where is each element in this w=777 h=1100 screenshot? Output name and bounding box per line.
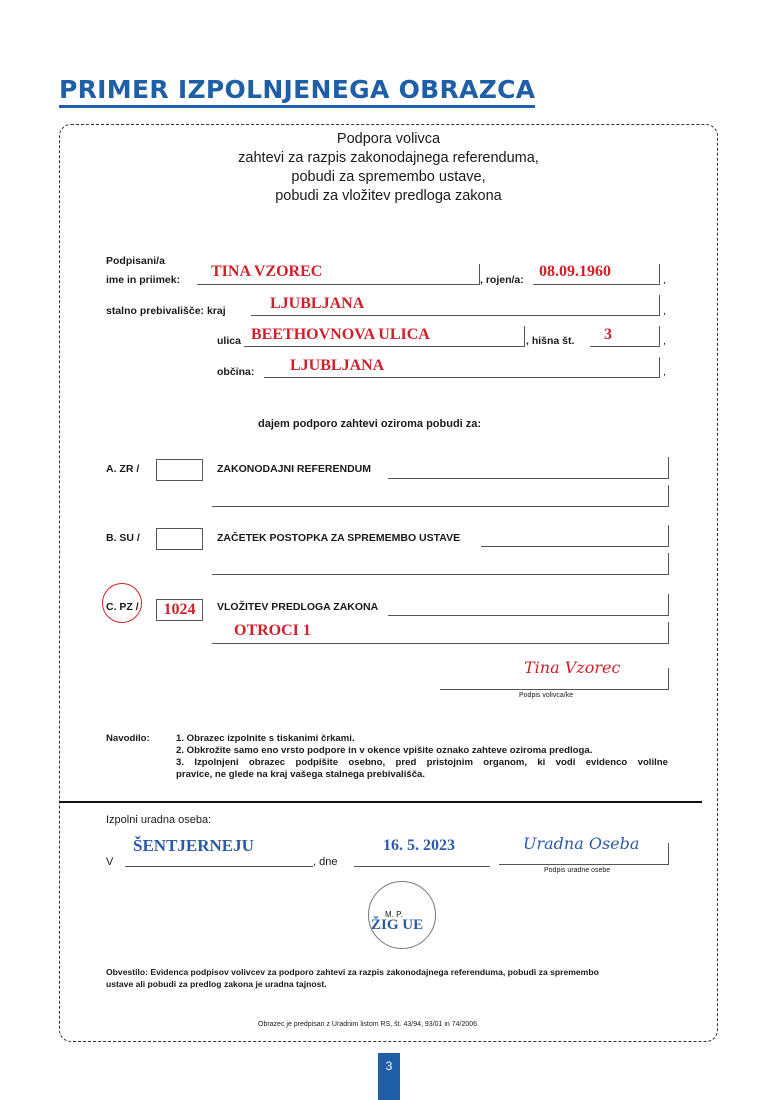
field-tick: [668, 553, 669, 575]
option-a-line-2: [212, 506, 669, 507]
date-value[interactable]: 16. 5. 2023: [383, 837, 455, 854]
field-tick: [668, 668, 669, 690]
page-title: PRIMER IZPOLNJENEGA OBRAZCA: [59, 75, 535, 108]
comma: ,: [663, 335, 666, 347]
field-tick: [668, 457, 669, 479]
stamp-value: ŽIG UE: [371, 917, 424, 933]
option-a-label: ZAKONODAJNI REFERENDUM: [217, 463, 372, 475]
municipality-label: občina:: [217, 366, 255, 378]
official-signature-line: [499, 864, 669, 865]
option-c-line-2: [212, 643, 669, 644]
form-heading: [0, 130, 777, 206]
field-tick: [659, 264, 660, 285]
field-tick: [524, 326, 525, 347]
option-b-label: ZAČETEK POSTOPKA ZA SPREMEMBO USTAVE: [217, 532, 461, 544]
notice-line-1: Obvestilo: Evidenca podpisov volivcev za podporo zahtevi za razpis zakonodajnega referenduma, pobudi za spremembo: [106, 967, 599, 977]
form-heading-line: pobudi za vložitev predloga zakona: [275, 188, 502, 204]
municipality-value[interactable]: LJUBLJANA: [290, 357, 385, 374]
official-signature: Uradna Oseba: [523, 834, 640, 853]
date-underline: [354, 866, 490, 867]
comma: ,: [663, 366, 666, 378]
name-label: ime in priimek:: [106, 274, 181, 286]
option-c-line: [388, 615, 669, 616]
option-c-box[interactable]: [156, 599, 203, 621]
place-underline: [125, 866, 313, 867]
option-b-line: [481, 546, 669, 547]
city-value[interactable]: LJUBLJANA: [270, 295, 365, 312]
field-tick: [659, 326, 660, 347]
option-b-line-2: [212, 574, 669, 575]
form-heading-line: zahtevi za razpis zakonodajnega referenduma,: [238, 150, 539, 166]
option-c-box-value: 1024: [163, 601, 196, 618]
house-no-value[interactable]: 3: [604, 326, 612, 343]
page-number: 3: [378, 1053, 400, 1100]
house-no-label: , hišna št.: [526, 335, 575, 347]
option-a-code: A. ZR /: [106, 463, 140, 475]
instruction-2: 2. Obkrožite samo eno vrsto podpore in v okence vpišite oznako zahteve oziroma predloga.: [176, 745, 593, 756]
field-tick: [659, 357, 660, 378]
house-no-underline: [590, 346, 660, 347]
option-a-line: [388, 478, 669, 479]
instruction-3: 3. Izpolnjeni obrazec podpišite osebno, pred pristojnim organom, ki vodi evidenco volilne: [176, 757, 668, 768]
form-footer: Obrazec je predpisan z Uradnim listom RS, št. 43/94, 93/01 in 74/2006.: [258, 1021, 480, 1028]
voter-signature-caption: Podpis volivca/ke: [519, 692, 574, 699]
municipality-underline: [264, 377, 660, 378]
official-signature-caption: Podpis uradne osebe: [544, 867, 611, 874]
comma: ,: [663, 305, 666, 317]
option-c-line-2-value[interactable]: OTROCI 1: [234, 622, 311, 639]
field-tick: [668, 594, 669, 616]
form-heading-line: Podpora volivca: [336, 131, 441, 147]
place-prefix-label: V: [106, 856, 114, 868]
date-label: , dne: [313, 856, 338, 868]
birth-date-value[interactable]: 08.09.1960: [539, 263, 611, 280]
born-label: , rojen/a:: [480, 274, 524, 286]
instructions-label: Navodilo:: [106, 733, 150, 744]
notice-line-2: ustave ali pobudi za predlog zakona je uradna tajnost.: [106, 979, 327, 989]
option-b-box[interactable]: [156, 528, 203, 550]
section-divider: [59, 801, 702, 803]
support-text: dajem podporo zahtevi oziroma pobudi za:: [258, 418, 482, 430]
residence-label: stalno prebivališče: kraj: [106, 305, 226, 317]
option-a-box[interactable]: [156, 459, 203, 481]
field-tick: [668, 622, 669, 644]
signed-label: Podpisani/a: [106, 255, 165, 267]
field-tick: [668, 843, 669, 865]
option-c-label: VLOŽITEV PREDLOGA ZAKONA: [217, 601, 379, 613]
option-c-code: C. PZ /: [106, 601, 139, 613]
field-tick: [668, 485, 669, 507]
street-label: ulica: [217, 335, 241, 347]
street-value[interactable]: BEETHOVNOVA ULICA: [251, 326, 430, 343]
voter-signature: Tina Vzorec: [524, 658, 621, 677]
instruction-3-cont: pravice, ne glede na kraj vašega stalnega prebivališča.: [176, 769, 426, 780]
official-heading: Izpolni uradna oseba:: [106, 814, 212, 826]
instruction-1: 1. Obrazec izpolnite s tiskanimi črkami.: [176, 733, 355, 744]
voter-signature-line: [440, 689, 669, 690]
name-value[interactable]: TINA VZOREC: [211, 263, 323, 280]
place-value[interactable]: ŠENTJERNEJU: [133, 836, 254, 855]
field-tick: [659, 295, 660, 316]
name-underline: [197, 284, 480, 285]
field-tick: [668, 525, 669, 547]
birth-date-underline: [533, 284, 660, 285]
stamp-label: M. P.: [385, 910, 403, 919]
comma: ,: [663, 274, 666, 286]
form-heading-line: pobudi za spremembo ustave,: [291, 169, 486, 185]
street-underline: [244, 346, 525, 347]
city-underline: [251, 315, 660, 316]
option-b-code: B. SU /: [106, 532, 140, 544]
